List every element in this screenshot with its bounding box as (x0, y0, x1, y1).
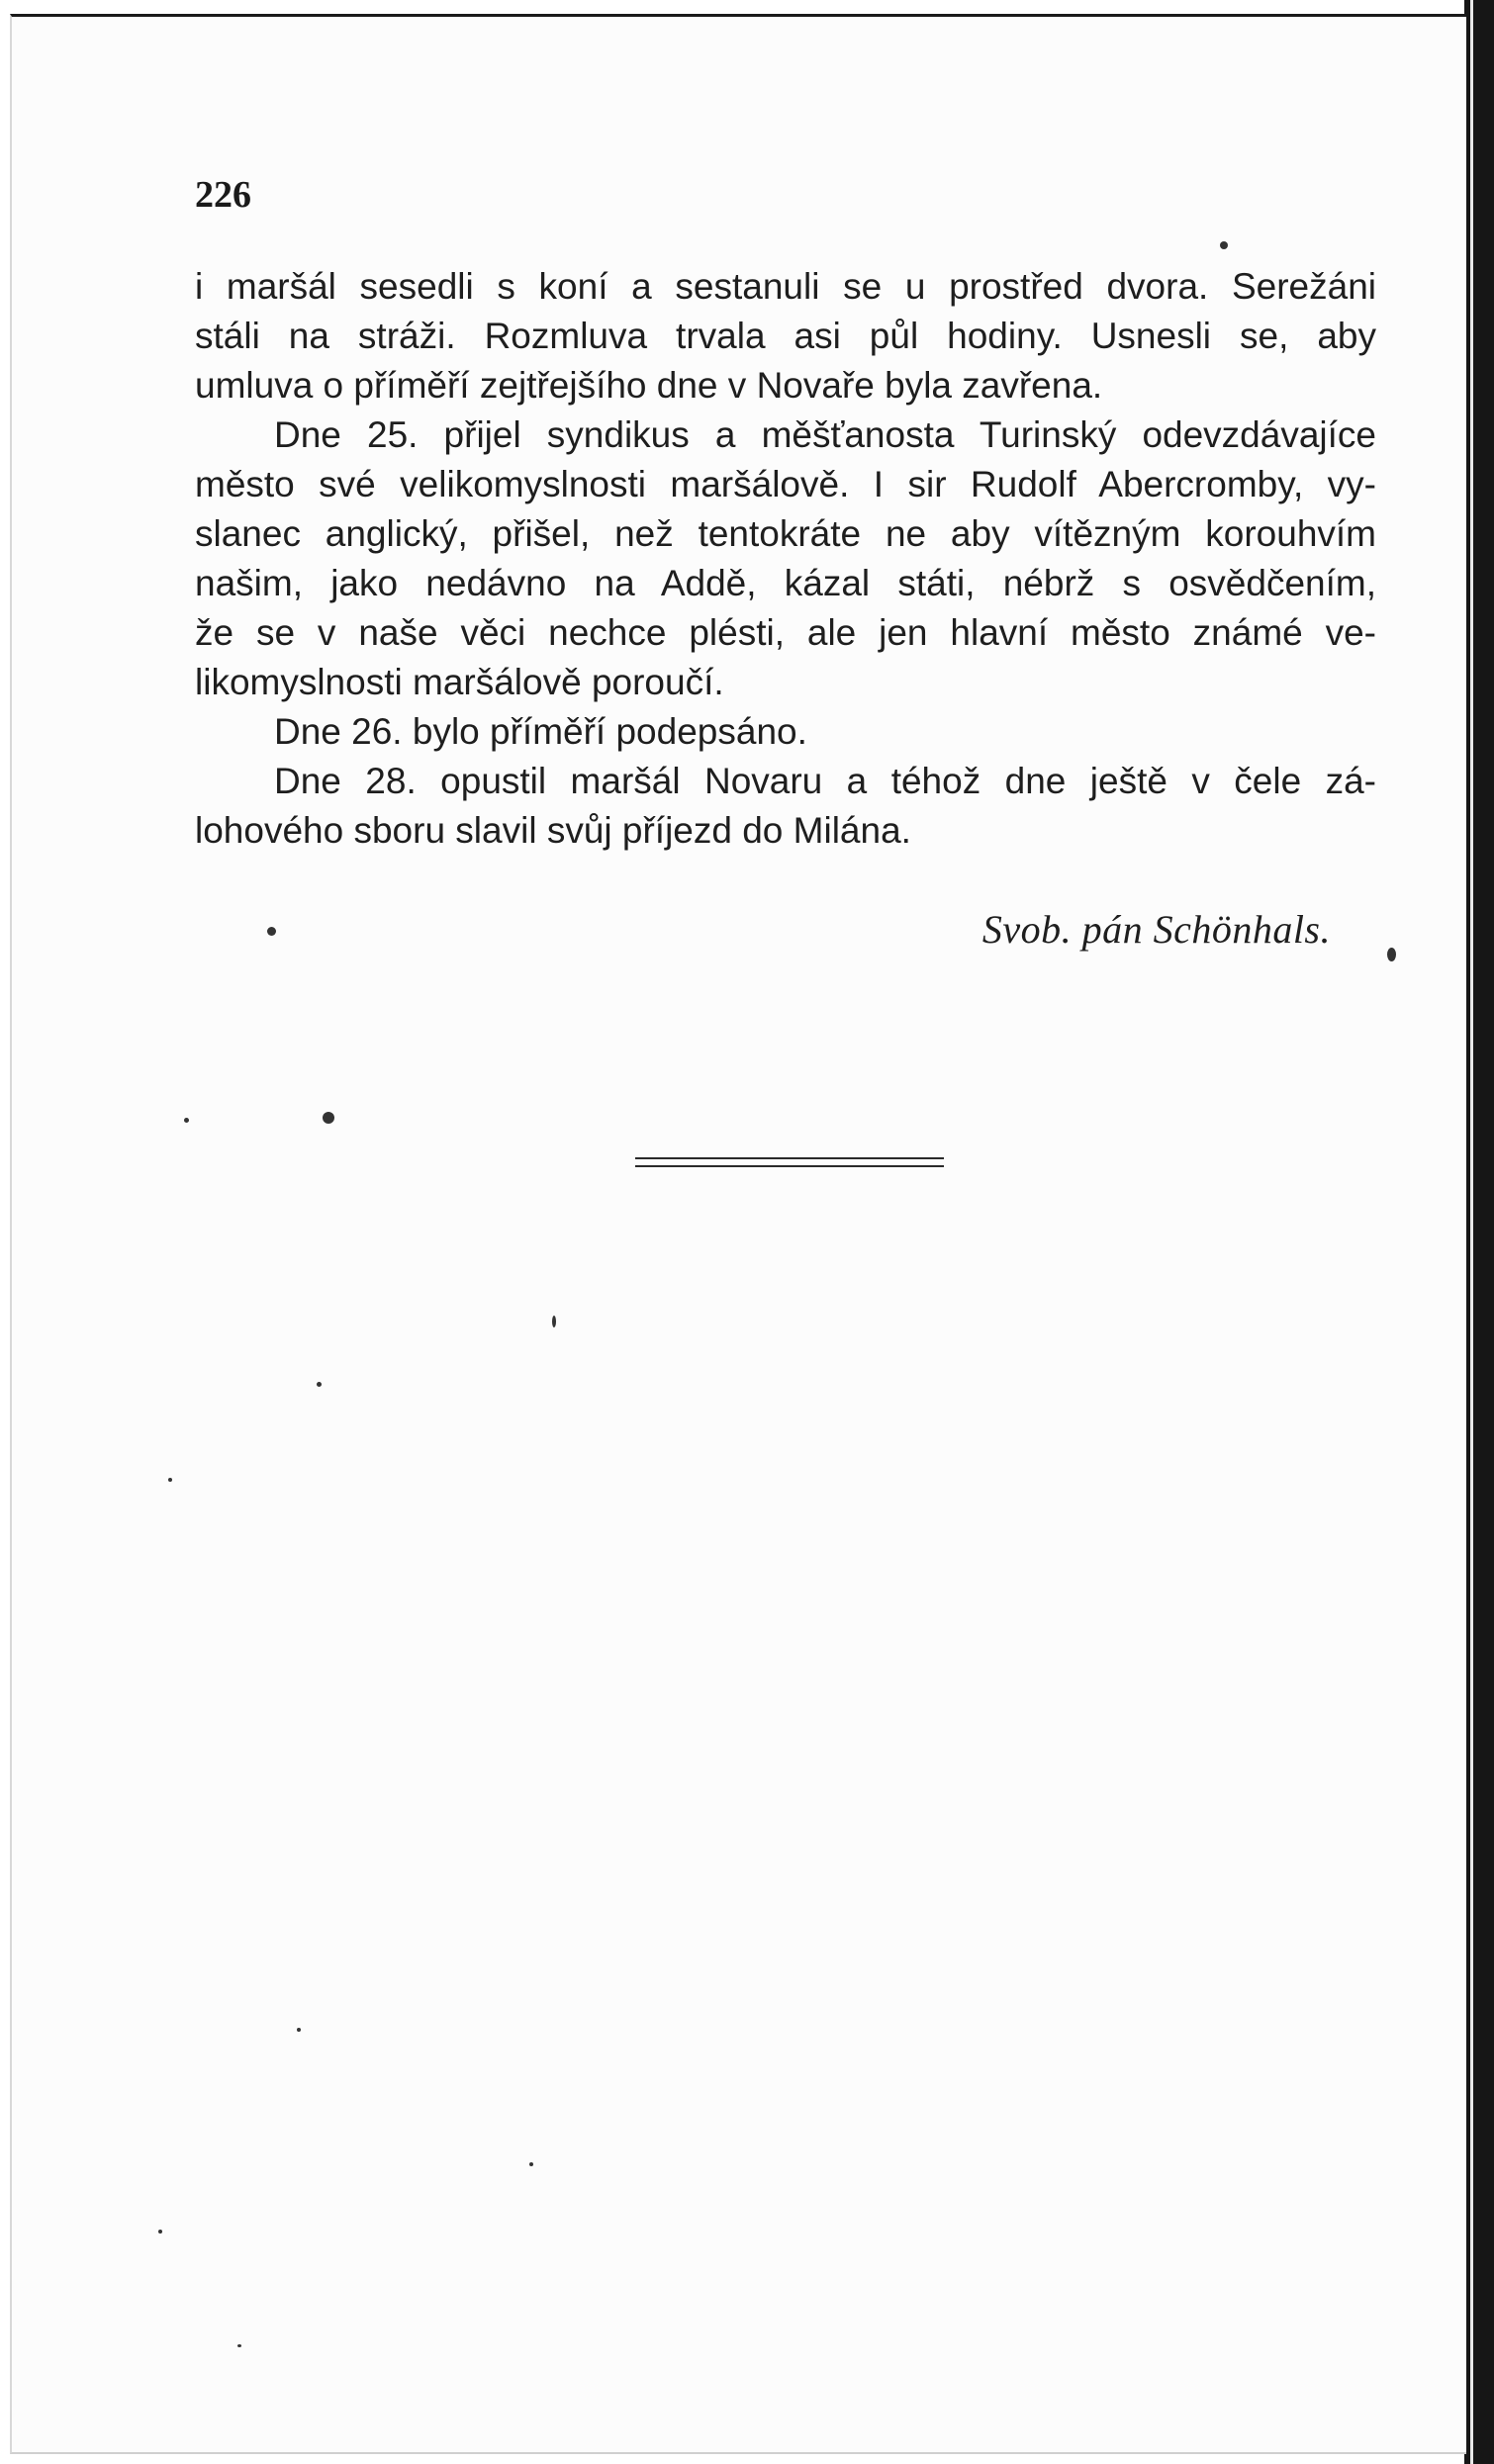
text-line: umluva o příměří zejtřejšího dne v Novaře byla zavřena. (195, 365, 1103, 406)
text-line: Dne 26. bylo příměří podepsáno. (274, 711, 807, 752)
scan-speck (184, 1118, 189, 1123)
paragraph-4 (195, 757, 1376, 856)
text-line: lohového sboru slavil svůj příjezd do Milána. (195, 810, 911, 851)
scan-edge (1464, 0, 1494, 2464)
text-line: i maršál sesedli s koní a sestanuli se u prostřed dvora. Serežáni (195, 266, 1376, 307)
scan-speck (1387, 948, 1396, 961)
scan-speck (168, 1478, 172, 1482)
text-line: stáli na stráži. Rozmluva trvala asi půl hodiny. Usnesli se, aby (195, 316, 1376, 356)
section-divider-rule (635, 1165, 944, 1167)
text-line: slanec anglický, přišel, než tentokráte ne aby vítězným korouhvím (195, 513, 1376, 554)
text-line: že se v naše věci nechce plésti, ale jen hlavní město známé ve- (195, 612, 1376, 653)
scan-speck (529, 2162, 533, 2166)
scan-speck (297, 2028, 301, 2032)
scan-speck (237, 2344, 241, 2347)
text-line: Dne 25. přijel syndikus a měšťanosta Turinský odevzdávajíce (274, 414, 1376, 455)
text-line: Dne 28. opustil maršál Novaru a téhož dne ještě v čele zá- (274, 761, 1376, 801)
scan-speck (317, 1382, 322, 1387)
scan-speck (267, 927, 276, 936)
section-divider-rule (635, 1157, 944, 1159)
paragraph-2 (195, 411, 1376, 707)
scan-edge-highlight (1470, 0, 1473, 2464)
paragraph-1 (195, 262, 1376, 411)
author-signature: Svob. pán Schönhals. (981, 907, 1331, 952)
text-line: likomyslnosti maršálově poroučí. (195, 662, 724, 702)
text-line: město své velikomyslnosti maršálově. I sir Rudolf Abercromby, vy- (195, 464, 1376, 504)
text-line: našim, jako nedávno na Addě, kázal státi, nébrž s osvědčením, (195, 563, 1376, 603)
scan-speck (323, 1112, 334, 1124)
scan-speck (552, 1316, 556, 1327)
scan-speck (1220, 241, 1228, 249)
scan-speck (158, 2230, 162, 2234)
paragraph-3 (195, 707, 1376, 757)
body-text (195, 262, 1376, 856)
page-number: 226 (195, 174, 251, 216)
